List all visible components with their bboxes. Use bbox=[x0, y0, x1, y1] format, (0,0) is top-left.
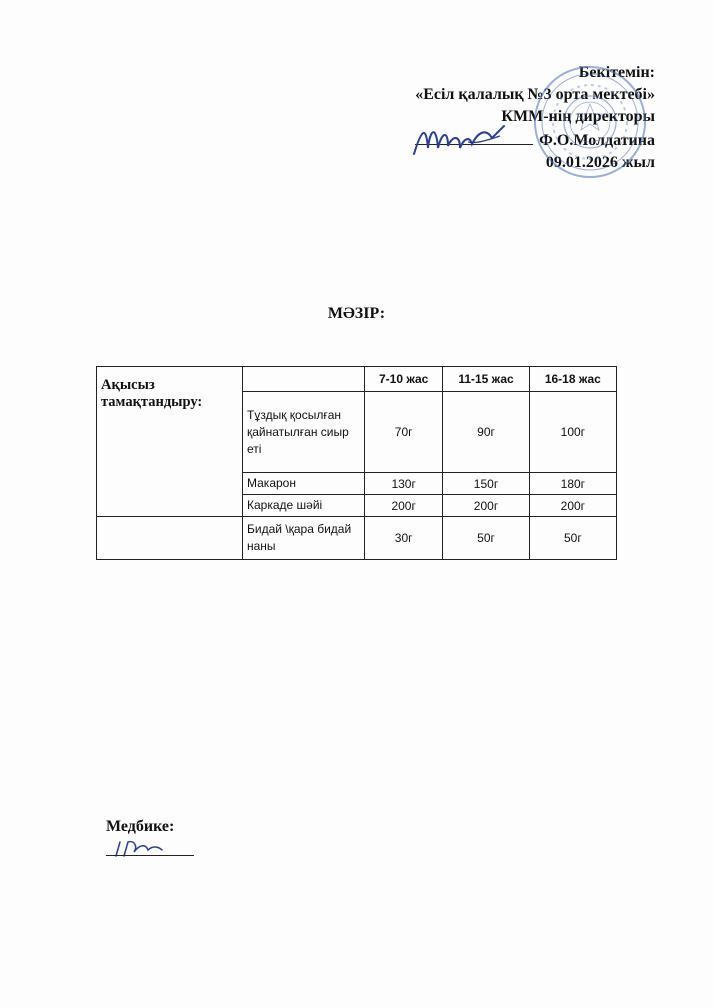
table-row bbox=[97, 517, 617, 560]
school-name: «Есіл қалалық №3 орта мектебі» bbox=[415, 86, 655, 103]
portion-value: 130г bbox=[365, 473, 443, 495]
portion-value: 180г bbox=[529, 473, 616, 495]
food-name: Каркаде шәйі bbox=[243, 495, 365, 517]
portion-value: 200г bbox=[443, 495, 529, 517]
nurse-signature-icon bbox=[112, 836, 172, 860]
menu-table bbox=[96, 366, 617, 560]
section-label: Ақысыз тамақтандыру: bbox=[97, 367, 243, 517]
age-header: 16-18 жас bbox=[529, 367, 616, 392]
portion-value: 200г bbox=[365, 495, 443, 517]
approval-date: 09.01.2026 жыл bbox=[545, 154, 655, 171]
portion-value: 50г bbox=[443, 517, 529, 560]
director-name: Ф.О.Молдатина bbox=[539, 132, 655, 149]
food-name: Макарон bbox=[243, 473, 365, 495]
portion-value: 100г bbox=[529, 392, 616, 473]
table-row bbox=[97, 367, 617, 392]
page-title: МӘЗІР: bbox=[327, 305, 386, 322]
table-cell bbox=[243, 367, 365, 392]
age-header: 11-15 жас bbox=[443, 367, 529, 392]
table-cell bbox=[97, 517, 243, 560]
nurse-label: Медбике: bbox=[106, 818, 175, 835]
food-name: Тұздық қосылған қайнатылған сиыр еті bbox=[243, 392, 365, 473]
portion-value: 70г bbox=[365, 392, 443, 473]
director-signature-icon bbox=[408, 118, 528, 162]
portion-value: 90г bbox=[443, 392, 529, 473]
age-header: 7-10 жас bbox=[365, 367, 443, 392]
approval-heading: Бекітемін: bbox=[578, 64, 655, 81]
food-name: Бидай \қара бидай наны bbox=[243, 517, 365, 560]
portion-value: 200г bbox=[529, 495, 616, 517]
portion-value: 30г bbox=[365, 517, 443, 560]
director-position: КММ-нің директоры bbox=[501, 108, 655, 125]
nurse-signature-line bbox=[106, 855, 194, 856]
portion-value: 150г bbox=[443, 473, 529, 495]
portion-value: 50г bbox=[529, 517, 616, 560]
